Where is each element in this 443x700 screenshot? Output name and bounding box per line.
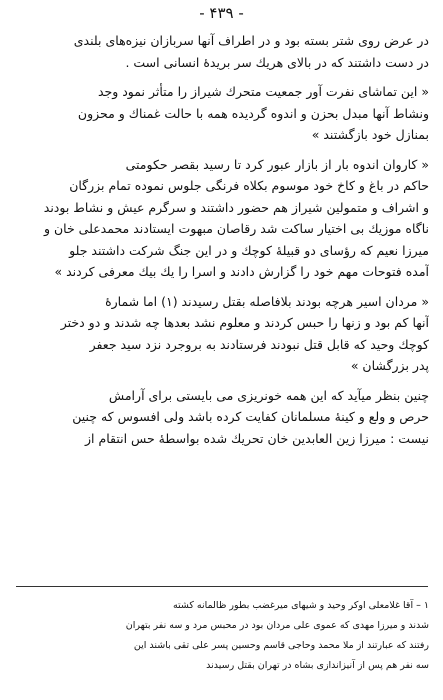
text-line: بمنازل خود بازگشتند » — [311, 127, 429, 142]
text-line: حاکم در باغ و کاخ خود موسوم بکلاه فرنگی جلوس نموده تمام بزرگان — [69, 178, 429, 193]
text-line: « این تماشای نفرت آور جمعیت متحرك شیراز را متأثر نمود وجد — [97, 84, 429, 99]
text-line: و اشراف و متمولین شیراز هم حضور داشتند و سرگرم عیش و نشاط بودند — [43, 199, 429, 215]
paragraph-5 — [20, 385, 429, 450]
text-line: کوچك وحید که قابل قتل نبودند فرستادند به بروجرد نزد سید جعفر — [89, 336, 429, 352]
text-line: آنها کم بود و زنها را حبس کردند و معلوم نشد بعدها چه شدند و دو دختر — [60, 315, 429, 330]
paragraph-2 — [20, 81, 429, 146]
footnote — [20, 596, 429, 676]
body-text — [20, 30, 429, 449]
paragraph-1 — [20, 30, 429, 73]
text-line: ونشاط آنها مبدل بحزن و اندوه گردیده همه با حالت غمناك و محزون — [77, 105, 429, 121]
text-line: ناگاه موزیك بی اختیار ساکت شد رقاصان مبهوت ایستادند محمدعلی خان و — [43, 221, 429, 236]
text-line: در دست داشتند که در بالای هریك سر بریدهٔ انسانی است . — [125, 54, 429, 70]
footnote-divider — [16, 586, 428, 587]
paragraph-3 — [20, 154, 429, 283]
text-line: « کاروان اندوه بار از بازار عبور کرد تا رسید بقصر حکومتی — [125, 156, 429, 172]
footnote-line: ۱ – آقا غلامعلی اوکر وحید و شیهای میرغضب بطور ظالمانه کشته — [172, 600, 429, 611]
paragraph-4 — [20, 291, 429, 377]
text-line: آمده فتوحات مهم خود را گزارش دادند و اسرا را یك بیك معرفی کردند » — [54, 264, 429, 279]
text-line: در عرض روی شتر بسته بود و در اطراف آنها سربازان نیزه‌های بلندی — [73, 33, 429, 48]
footnote-line: سه نفر هم پس از آنیزاندازی بشاه در تهران بقتل رسیدند — [206, 660, 429, 671]
text-line: پدر بزرگشان » — [350, 358, 429, 373]
footnote-line: شدند و میرزا مهدی که عموی علی مردان بود در محبس مرد و سه نفر بتهران — [125, 620, 429, 631]
text-line: میرزا نعیم که رؤسای دو قبیلهٔ کوچك و در این جنگ شرکت داشتند جلو — [69, 242, 429, 258]
text-line: چنین بنظر میآید که این همه خونریزی می بایستی برای آرامش — [108, 387, 429, 403]
text-line: حرص و ولع و کینهٔ مسلمانان کفایت کرده باشد ولی افسوس که چنین — [72, 409, 429, 424]
page-number: - ۴۳۹ - — [199, 4, 244, 22]
text-line: « مردان اسیر هرچه بودند بلافاصله بقتل رسیدند (۱) اما شمارهٔ — [105, 293, 429, 309]
footnote-line: رفتند که عبارتند از ملا محمد وحاجی قاسم وحسین پسر علی تقی باشند این — [133, 640, 429, 651]
text-line: نیست : میرزا زین العابدین خان تحریك شده بواسطهٔ حس انتقام از — [84, 430, 429, 446]
